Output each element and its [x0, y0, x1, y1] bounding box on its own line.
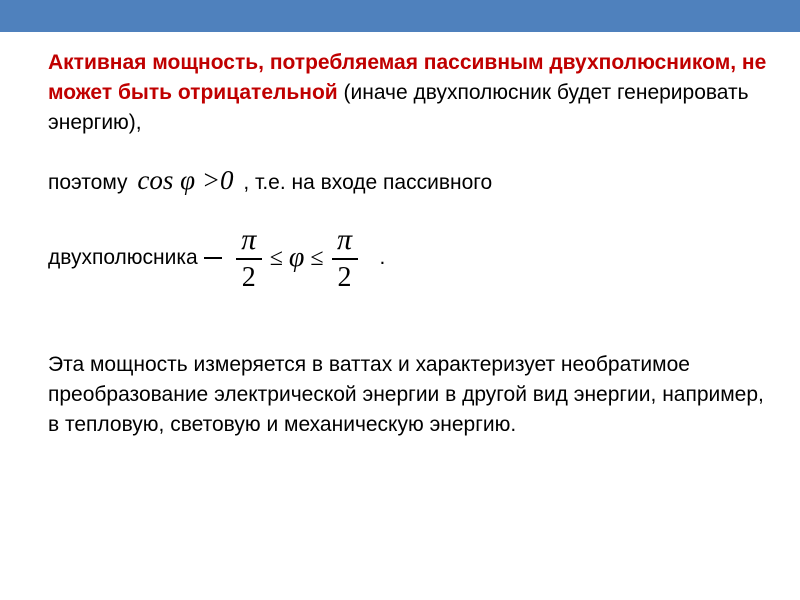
cos-line-prefix: поэтому [48, 171, 128, 194]
slide-header-bar [0, 0, 800, 32]
slide-content [48, 48, 768, 436]
paragraph-active-power [48, 48, 768, 138]
paragraph-watts: Эта мощность измеряется в ваттах и характеризует необратимое преобразование электрической энергии в другой вид энергии, например, в тепловую, световую и механическую энергию. [48, 353, 764, 436]
highlighted-statement: Активная мощность, потребляемая пассивным двухполюсником, не может быть отрицательной [48, 51, 767, 104]
range-line-period: . [379, 246, 386, 269]
fraction-right-bar [332, 258, 358, 260]
minus-sign [204, 257, 222, 259]
le-sign-right: ≤ [310, 244, 324, 271]
cos-condition-line [48, 160, 492, 200]
fraction-left-denominator: 2 [241, 261, 256, 293]
fraction-left-bar [236, 258, 262, 260]
statement-continuation: (иначе двухполюсник будет генерировать энергию), [48, 81, 749, 134]
fraction-right-numerator: π [337, 222, 353, 256]
phi-symbol: φ [288, 242, 305, 273]
range-line-prefix: двухполюсника [48, 246, 198, 269]
cos-phi-formula: cos φ >0 [137, 165, 234, 195]
fraction-right [332, 222, 358, 293]
fraction-left-numerator: π [241, 222, 257, 256]
phi-range-formula [204, 222, 386, 293]
phi-range-line [48, 223, 385, 293]
fraction-left [236, 222, 262, 293]
le-sign-left: ≤ [269, 244, 283, 271]
cos-line-suffix: , т.е. на входе пассивного [243, 171, 493, 194]
fraction-right-denominator: 2 [337, 261, 352, 293]
